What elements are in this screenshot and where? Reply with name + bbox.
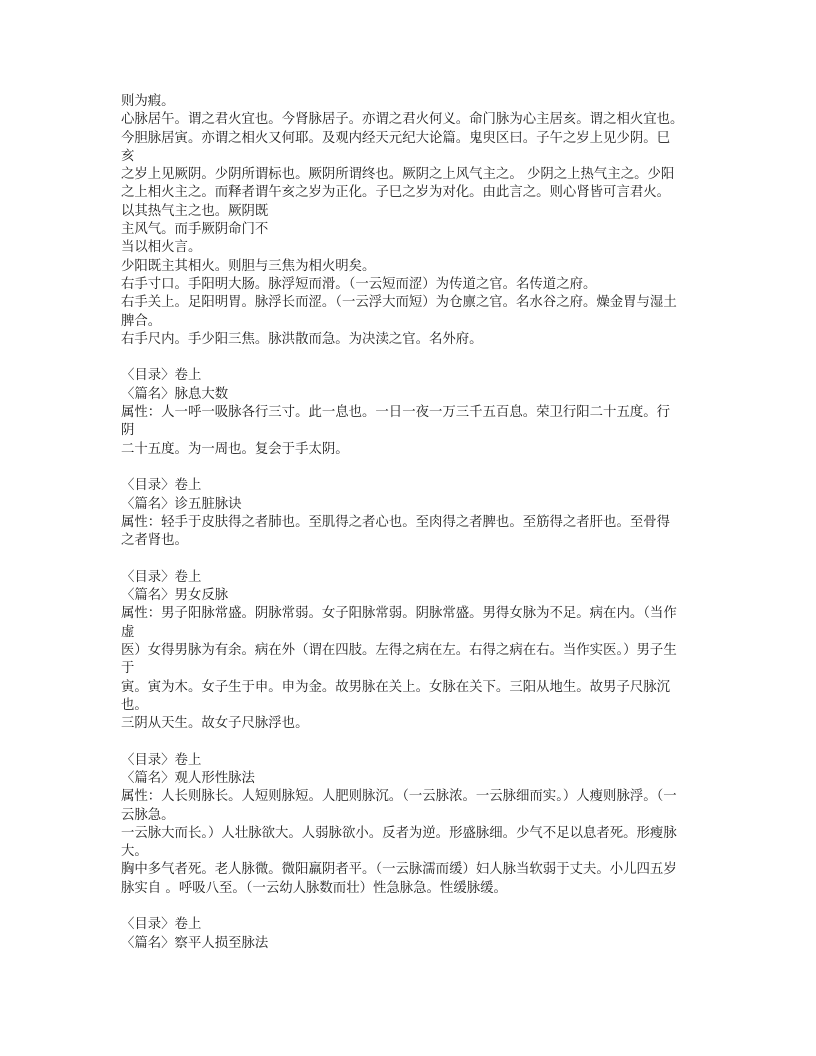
text-line: 亥: [121, 148, 135, 164]
text-line: 也。: [121, 697, 148, 713]
text-line: 右手关上。足阳明胃。脉浮长而涩。（一云浮大而短）为仓廪之官。名水谷之府。燥金胃与湿土: [121, 295, 677, 311]
text-line: 属性：人一呼一吸脉各行三寸。此一息也。一日一夜一万三千五百息。荣卫行阳二十五度。行: [121, 405, 671, 421]
blank-line: [121, 550, 721, 568]
text-line: 属性：轻手于皮肤得之者肺也。至肌得之者心也。至肉得之者脾也。至筋得之者肝也。至骨得: [121, 514, 671, 530]
text-line: 医）女得男脉为有余。病在外（谓在四肢。左得之病在左。右得之病在右。当作实医。）男子生: [121, 642, 677, 658]
blank-line: [121, 898, 721, 916]
section-title: 〈篇名〉观人形性脉法: [121, 770, 255, 786]
text-line: 胸中多气者死。老人脉微。微阳羸阴者平。（一云脉濡而缓）妇人脉当软弱于丈夫。小儿四五岁: [121, 862, 677, 878]
section-catalog-label: 〈目录〉卷上: [121, 569, 202, 585]
text-line: 虚: [121, 624, 135, 640]
text-line: 以其热气主之也。厥阴既: [121, 203, 269, 219]
text-line: 脉实自 。呼吸八至。（一云幼人脉数而壮）性急脉急。性缓脉缓。: [121, 880, 507, 896]
section-catalog-label: 〈目录〉卷上: [121, 752, 202, 768]
section-catalog-label: 〈目录〉卷上: [121, 917, 202, 933]
text-line: 一云脉大而长。）人壮脉欲大。人弱脉欲小。反者为逆。形盛脉细。少气不足以息者死。形瘦脉: [121, 825, 677, 841]
text-line: 脾合。: [121, 313, 162, 329]
text-line: 云脉急。: [121, 807, 175, 823]
blank-line: [121, 459, 721, 477]
section-catalog-label: 〈目录〉卷上: [121, 368, 202, 384]
text-line: 寅。寅为木。女子生于申。申为金。故男脉在关上。女脉在关下。三阳从地生。故男子尺脉沉: [121, 679, 671, 695]
text-line: 之者肾也。: [121, 533, 188, 549]
text-line: 右手尺内。手少阳三焦。脉洪散而急。为决渎之官。名外府。: [121, 331, 483, 347]
text-line: 当以相火言。: [121, 240, 202, 256]
section-catalog-label: 〈目录〉卷上: [121, 478, 202, 494]
text-line: 少阳既主其相火。则胆与三焦为相火明矣。: [121, 258, 376, 274]
text-line: 右手寸口。手阳明大肠。脉浮短而滑。（一云短而涩）为传道之官。名传道之府。: [121, 276, 597, 292]
text-line: 主风气。而手厥阴命门不: [121, 222, 269, 238]
text-line: 之岁上见厥阴。少阴所谓标也。厥阴所谓终也。厥阴之上风气主之。 少阴之上热气主之。少阳: [121, 167, 675, 183]
blank-line: [121, 349, 721, 367]
section-title: 〈篇名〉脉息大数: [121, 386, 229, 402]
text-line: 则为瘕。: [121, 94, 175, 109]
text-line: 二十五度。为一周也。复会于手太阴。: [121, 441, 349, 457]
document-page: [121, 93, 721, 953]
text-line: 今胆脉居寅。亦谓之相火又何耶。及观内经天元纪大论篇。鬼臾区曰。子午之岁上见少阴。巳: [121, 130, 671, 146]
text-line: 于: [121, 661, 135, 677]
text-line: 之上相火主之。而释者谓午亥之岁为正化。子巳之岁为对化。由此言之。则心肾皆可言君火。: [121, 185, 671, 201]
blank-line: [121, 733, 721, 751]
text-line: 三阴从天生。故女子尺脉浮也。: [121, 716, 309, 732]
section-title: 〈篇名〉诊五脏脉诀: [121, 496, 242, 512]
text-line: 阴: [121, 423, 135, 439]
text-line: 心脉居午。谓之君火宜也。今肾脉居子。亦谓之君火何义。命门脉为心主居亥。谓之相火宜也。: [121, 112, 684, 128]
text-line: 属性：人长则脉长。人短则脉短。人肥则脉沉。（一云脉浓。一云脉细而实。）人瘦则脉浮。（一: [121, 789, 677, 805]
text-line: 属性：男子阳脉常盛。阴脉常弱。女子阳脉常弱。阴脉常盛。男得女脉为不足。病在内。（当作: [121, 606, 677, 622]
section-title: 〈篇名〉男女反脉: [121, 588, 229, 604]
section-title: 〈篇名〉察平人损至脉法: [121, 935, 269, 951]
text-line: 大。: [121, 844, 148, 860]
